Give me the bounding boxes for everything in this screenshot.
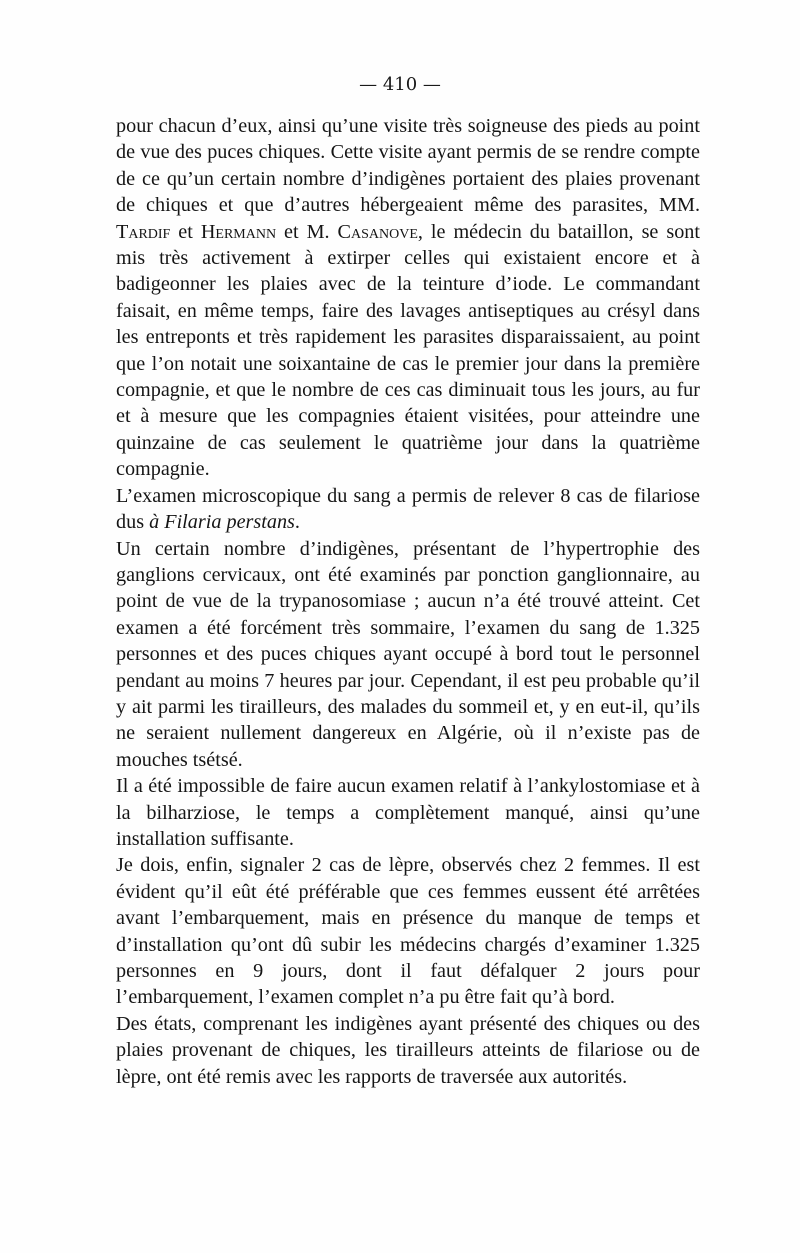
paragraph-1-between-2: et M. <box>276 220 338 243</box>
paragraph-2 <box>116 483 700 536</box>
paragraph-1-end: , le médecin du bataillon, se sont mis très activement à extirper celles qui existaient encore et à badigeonner les plaies avec de la teinture d’iode. Le commandant faisait, en même temps, faire des lavages antiseptiques au crésyl dans les entreponts et très rapidement les parasites disparaissaient, au point que l’on notait une soixantaine de cas le premier jour dans la première compagnie, et que le nombre de ces cas diminuait tous les jours, au fur et à mesure que les compagnies étaient visitées, pour atteindre une quinzaine de cas seulement le quatrième jour dans la quatrième compagnie. <box>116 220 700 481</box>
body-text <box>116 113 700 1090</box>
name-casanove: Casanove <box>337 220 418 243</box>
name-tardif: Tardif <box>116 220 171 243</box>
paragraph-2-end: . <box>294 511 300 534</box>
paragraph-1 <box>116 113 700 483</box>
paragraph-4: Il a été impossible de faire aucun examen relatif à l’ankylostomiase et à la bilharziose, le temps a complètement manqué, ainsi qu’une installation suffisante. <box>116 775 700 850</box>
paragraph-3: Un certain nombre d’indigènes, présentant de l’hypertrophie des ganglions cervicaux, ont été examinés par ponction ganglionnaire, au point de vue de la trypanosomiase ; aucun n’a été trouvé atteint. Cet examen a été forcément très sommaire, l’examen du sang de 1.325 personnes et des puces chiques ayant occupé à bord tout le personnel pendant au moins 7 heures par jour. Cependant, il est peu probable qu’il y ait parmi les tirailleurs, des malades du sommeil et, y en eut-il, qu’ils ne seraient nullement dangereux en Algérie, où il n’existe pas de mouches tsétsé. <box>116 537 700 771</box>
name-hermann: Hermann <box>200 220 277 243</box>
paragraph-1-start: pour chacun d’eux, ainsi qu’une visite très soigneuse des pieds au point de vue des puces chiques. Cette visite ayant permis de se rendre compte de ce qu’un certain nombre d’indigènes portaient des plaies provenant de chiques et que d’autres hébergeaient même des parasites, MM. <box>116 115 700 217</box>
page-number: — 410 — <box>359 74 441 95</box>
paragraph-2-start: L’examen microscopique du sang a permis de relever 8 cas de filariose dus <box>116 484 700 534</box>
paragraph-1-between-1: et <box>170 220 201 243</box>
paragraph-2-italic: à Filaria perstans <box>149 511 295 534</box>
paragraph-6: Des états, comprenant les indigènes ayant présenté des chiques ou des plaies provenant de chiques, les tirailleurs atteints de filariose ou de lèpre, ont été remis avec les rapports de traversée aux autorités. <box>116 1012 700 1088</box>
paragraph-5: Je dois, enfin, signaler 2 cas de lèpre, observés chez 2 femmes. Il est évident qu’il eût été préférable que ces femmes eussent été arrêtées avant l’embarquement, mais en présence du manque de temps et d’installation qu’ont dû subir les médecins chargés d’examiner 1.325 personnes en 9 jours, dont il faut défalquer 2 jours pour l’embarquement, l’examen complet n’a pu être fait qu’à bord. <box>116 854 700 1009</box>
